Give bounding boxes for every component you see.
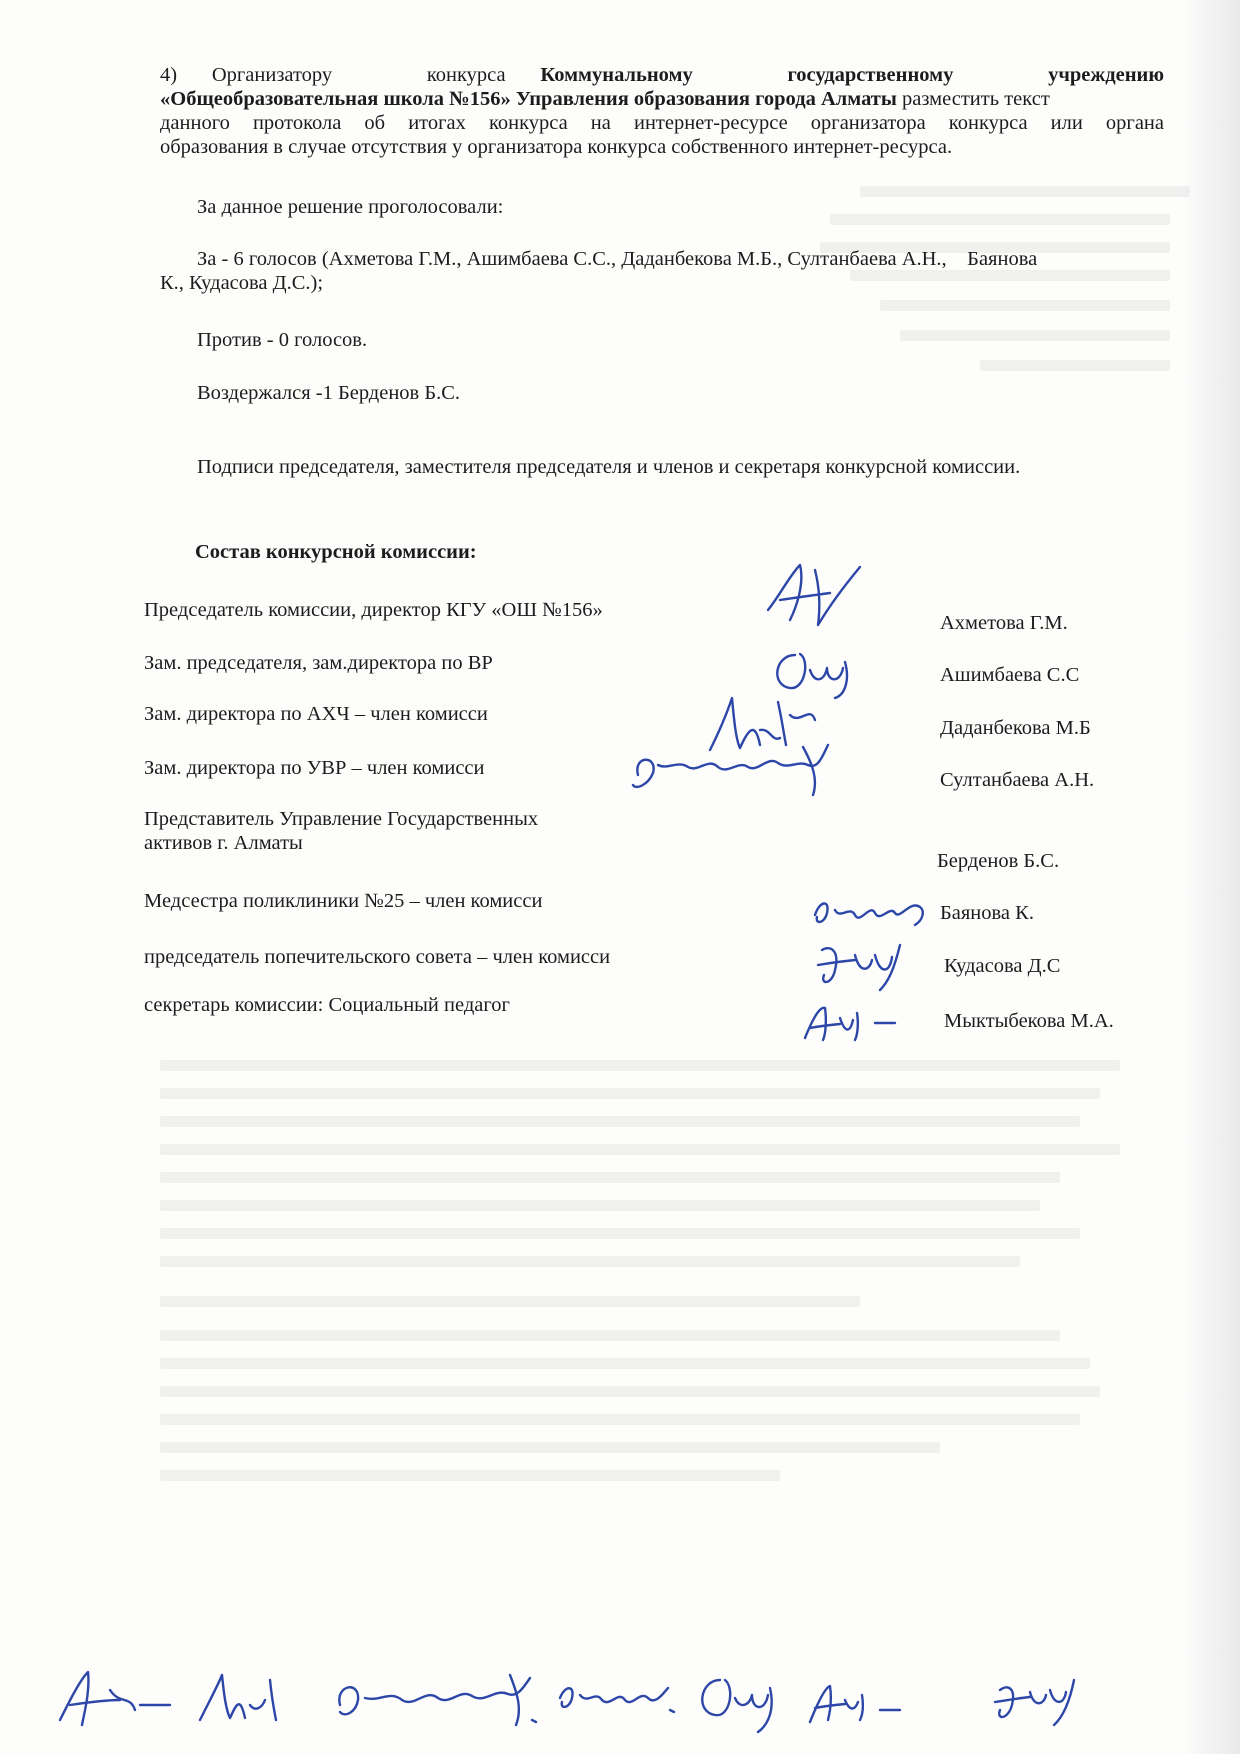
votes-abstained: Воздержался -1 Берденов Б.С.: [197, 382, 461, 404]
voting-intro: За данное решение проголосовали:: [197, 196, 504, 218]
item-4-paragraph: [160, 63, 1164, 159]
signature-bayanova: [805, 885, 935, 935]
signature-sultanbaeva: [628, 735, 848, 805]
item-4-text-plain: Организатору конкурса: [211, 64, 506, 86]
votes-for-line-1: За - 6 голосов (Ахметова Г.М., Ашимбаева С.С., Даданбекова М.Б., Султанбаева А.Н., Баянова: [197, 248, 1038, 270]
member-role-1: Председатель комиссии, директор КГУ «ОШ №156»: [144, 599, 603, 621]
signature-kudasova: [810, 935, 920, 995]
member-name-8: Мыктыбекова М.А.: [944, 1010, 1114, 1032]
item-4-line-3: данного протокола об итогах конкурса на интернет-ресурсе организатора конкурса или органа: [160, 112, 1164, 134]
commission-heading: Состав конкурсной комиссии:: [195, 541, 477, 563]
member-role-3: Зам. директора по АХЧ – член комисси: [144, 703, 488, 725]
member-name-1: Ахметова Г.М.: [940, 612, 1068, 634]
item-4-line-1: [160, 63, 1164, 87]
page-edge-shadow: [1180, 0, 1240, 1754]
item-4-line-4: образования в случае отсутствия у организатора конкурса собственного интернет-ресурса.: [160, 136, 953, 158]
votes-against: Против - 0 голосов.: [197, 329, 368, 351]
bottom-signatures-row: [40, 1650, 1200, 1750]
member-name-2: Ашимбаева С.С: [940, 664, 1080, 686]
item-4-text-bold: Коммунальному государственному учреждению: [540, 64, 1164, 86]
votes-for: [160, 247, 1150, 295]
member-role-7: председатель попечительского совета – член комисси: [144, 946, 611, 968]
organization-name: «Общеобразовательная школа №156» Управления образования города Алматы: [160, 88, 897, 110]
signature-akhmetova: [760, 555, 870, 635]
member-name-4: Султанбаева А.Н.: [940, 769, 1095, 791]
member-role-8: секретарь комиссии: Социальный педагог: [144, 994, 510, 1016]
signatures-note: Подписи председателя, заместителя председателя и членов и секретаря конкурсной комиссии.: [197, 456, 1021, 478]
member-role-6: Медсестра поликлиники №25 – член комисси: [144, 890, 543, 912]
member-name-6: Баянова К.: [940, 902, 1034, 924]
item-4-line-2: «Общеобразовательная школа №156» Управления образования города Алматы разместить текст: [160, 88, 1050, 110]
member-role-2: Зам. председателя, зам.директора по ВР: [144, 652, 493, 674]
signature-myktybekova: [795, 998, 905, 1048]
item-number: 4): [160, 64, 178, 86]
votes-for-line-2: К., Кудасова Д.С.);: [160, 272, 324, 294]
member-role-5: Представитель Управление Государственных активов г. Алматы: [144, 808, 539, 854]
member-role-4: Зам. директора по УВР – член комисси: [144, 757, 485, 779]
member-name-3: Даданбекова М.Б: [940, 717, 1091, 739]
member-name-5: Берденов Б.С.: [937, 850, 1060, 872]
member-name-7: Кудасова Д.С: [944, 955, 1061, 977]
